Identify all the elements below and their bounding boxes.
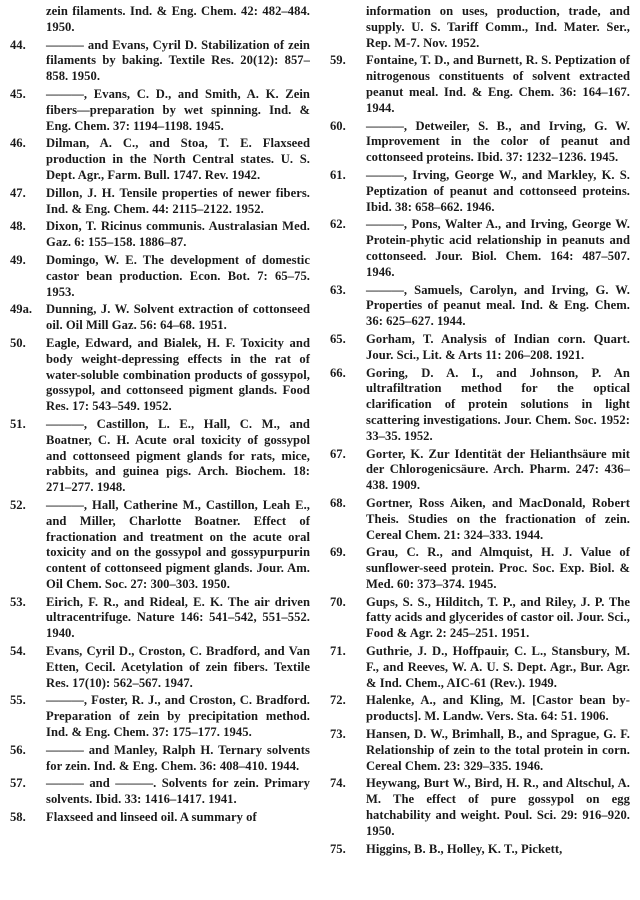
reference-number: 51. — [10, 416, 26, 431]
reference-text: Fontaine, T. D., and Burnett, R. S. Peptization of nitrogenous constituents of solvent extracted peanut meal. Ind. & Eng. Chem. 36: 164–167. 1944. — [366, 53, 630, 115]
reference-number: 74. — [330, 776, 346, 791]
reference-entry — [10, 743, 310, 775]
reference-number: 50. — [10, 335, 26, 350]
reference-text: ———, Irving, George W., and Markley, K. S. Peptization of peanut and cottonseed proteins. Ibid. 38: 658–662. 1946. — [366, 167, 630, 214]
right-column — [330, 4, 630, 900]
reference-entry — [330, 119, 630, 166]
reference-entry — [330, 727, 630, 774]
reference-text: Dillon, J. H. Tensile properties of newer fibers. Ind. & Eng. Chem. 44: 2115–2122. 1952. — [46, 185, 310, 216]
reference-number: 67. — [330, 446, 346, 461]
reference-entry — [10, 693, 310, 740]
reference-text: ———, Detweiler, S. B., and Irving, G. W. Improvement in the color of peanut and cottonseed proteins. Ibid. 37: 1232–1236. 1945. — [366, 118, 630, 165]
reference-text: ———, Evans, C. D., and Smith, A. K. Zein fibers—preparation by wet spinning. Ind. & Eng. Chem. 37: 1194–1198. 1945. — [46, 86, 310, 133]
reference-text: Dilman, A. C., and Stoa, T. E. Flaxseed production in the North Central states. U. S. Dept. Agr., Farm. Bull. 1747. Rev. 1942. — [46, 136, 310, 182]
reference-text: ———, Hall, Catherine M., Castillon, Leah E., and Miller, Charlotte Boatner. Effect of fractionation and treatment on the acute oral toxicity and on the gossypol and gossypurpurin content of cottonseed pigment glands. Jour. Am. Oil Chem. Soc. 27: 300–303. 1950. — [46, 497, 310, 591]
reference-number: 45. — [10, 86, 26, 101]
reference-entry — [330, 447, 630, 494]
reference-number — [330, 4, 366, 51]
reference-entry — [330, 545, 630, 592]
reference-number: 73. — [330, 727, 346, 742]
reference-text: ——— and ———. Solvents for zein. Primary solvents. Ibid. 33: 1416–1417. 1941. — [46, 776, 310, 807]
reference-entry — [10, 136, 310, 183]
reference-text: zein filaments. Ind. & Eng. Chem. 42: 482–484. 1950. — [46, 4, 310, 34]
reference-number: 60. — [330, 118, 346, 133]
reference-number: 46. — [10, 136, 26, 151]
reference-entry — [10, 417, 310, 496]
reference-text: Evans, Cyril D., Croston, C. Bradford, and Van Etten, Cecil. Acetylation of zein fibers. Textile Res. 17(10): 562–567. 1947. — [46, 644, 310, 690]
reference-text: ——— and Evans, Cyril D. Stabilization of zein filaments by baking. Textile Res. 20(12): 857–858. 1950. — [46, 37, 310, 84]
reference-number: 63. — [330, 282, 346, 297]
reference-entry — [10, 38, 310, 85]
reference-text: Gorter, K. Zur Identität der Helianthsäure mit der Chlorogenicsäure. Arch. Pharm. 247: 436–438. 1909. — [366, 446, 630, 493]
reference-text: information on uses, production, trade, and supply. U. S. Tariff Comm., Ind. Mater. Ser., Rep. M-7. Nov. 1952. — [366, 4, 630, 50]
reference-text: Flaxseed and linseed oil. A summary of — [46, 810, 257, 825]
reference-number — [10, 4, 46, 36]
reference-number: 61. — [330, 167, 346, 182]
reference-text: Grau, C. R., and Almquist, H. J. Value of sunflower-seed protein. Proc. Soc. Exp. Biol. & Med. 60: 373–374. 1945. — [366, 545, 630, 591]
reference-entry — [330, 332, 630, 364]
reference-text: Gorham, T. Analysis of Indian corn. Quart. Jour. Sci., Lit. & Arts 11: 206–208. 1921. — [366, 331, 630, 362]
reference-text: Eirich, F. R., and Rideal, E. K. The air driven ultracentrifuge. Nature 146: 541–542, 551–552. 1940. — [46, 594, 310, 641]
reference-entry — [10, 302, 310, 334]
reference-text: Gups, S. S., Hilditch, T. P., and Riley, J. P. The fatty acids and glycerides of castor oil. Jour. Sci., Food & Agr. 2: 245–251. 1951. — [366, 594, 630, 641]
reference-text: Dixon, T. Ricinus communis. Australasian Med. Gaz. 6: 155–158. 1886–87. — [46, 219, 310, 250]
reference-number: 49a. — [10, 302, 33, 317]
left-column — [10, 4, 310, 900]
reference-text: Higgins, B. B., Holley, K. T., Pickett, — [366, 841, 563, 856]
reference-number: 62. — [330, 217, 346, 232]
reference-entry — [10, 253, 310, 300]
reference-text: Dunning, J. W. Solvent extraction of cottonseed oil. Oil Mill Gaz. 56: 64–68. 1951. — [46, 302, 310, 333]
reference-number: 58. — [10, 810, 26, 825]
reference-number: 53. — [10, 594, 26, 609]
reference-text: ———, Foster, R. J., and Croston, C. Bradford. Preparation of zein by precipitation method. Ind. & Eng. Chem. 37: 175–177. 1945. — [46, 693, 310, 740]
reference-number: 75. — [330, 841, 346, 856]
reference-number: 70. — [330, 594, 346, 609]
reference-number: 48. — [10, 219, 26, 234]
reference-text: ———, Castillon, L. E., Hall, C. M., and Boatner, C. H. Acute oral toxicity of gossypol and cottonseed pigment glands for rats, mice, rabbits, and guinea pigs. Arch. Biochem. 18: 271–277. 1948. — [46, 416, 310, 495]
reference-text: Hansen, D. W., Brimhall, B., and Sprague, G. F. Relationship of zein to the total protein in corn. Cereal Chem. 23: 329–335. 1946. — [366, 727, 630, 773]
reference-number: 68. — [330, 495, 346, 510]
reference-number: 47. — [10, 185, 26, 200]
reference-entry — [10, 498, 310, 593]
reference-text: Gortner, Ross Aiken, and MacDonald, Robert Theis. Studies on the fractionation of zein. Cereal Chem. 21: 324–333. 1944. — [366, 495, 630, 542]
reference-entry — [330, 4, 630, 51]
reference-entry — [330, 496, 630, 543]
reference-entry — [330, 366, 630, 445]
reference-entry — [10, 219, 310, 251]
reference-number: 66. — [330, 365, 346, 380]
reference-entry — [330, 644, 630, 691]
reference-number: 65. — [330, 331, 346, 346]
reference-number: 59. — [330, 53, 346, 68]
reference-number: 56. — [10, 742, 26, 757]
reference-number: 69. — [330, 545, 346, 560]
reference-entry — [10, 595, 310, 642]
reference-text: Domingo, W. E. The development of domestic castor bean production. Econ. Bot. 7: 65–75. 1953. — [46, 252, 310, 299]
reference-text: Goring, D. A. I., and Johnson, P. An ultrafiltration method for the optical clarification of protein solutions in light scattering investigations. Jour. Chem. Soc. 1952: 33–35. 1952. — [366, 365, 630, 443]
reference-text: Heywang, Burt W., Bird, H. R., and Altschul, A. M. The effect of pure gossypol on egg hatchability and weight. Poul. Sci. 29: 916–920. 1950. — [366, 776, 630, 838]
reference-entry — [10, 644, 310, 691]
reference-entry — [330, 53, 630, 116]
reference-entry — [330, 283, 630, 330]
reference-number: 49. — [10, 252, 26, 267]
reference-text: Eagle, Edward, and Bialek, H. F. Toxicity and body weight-depressing effects in the rat of water-soluble combination products of gossypol, gossypol, and cottonseed pigment glands. Food Res. 17: 543–549. 1952. — [46, 335, 310, 414]
reference-number: 44. — [10, 37, 26, 52]
reference-entry — [330, 168, 630, 215]
reference-text: ———, Samuels, Carolyn, and Irving, G. W. Properties of peanut meal. Ind. & Eng. Chem. 36: 625–627. 1944. — [366, 282, 630, 329]
reference-number: 55. — [10, 693, 26, 708]
reference-entry — [330, 776, 630, 839]
reference-entry — [10, 4, 310, 36]
reference-number: 57. — [10, 776, 26, 791]
reference-entry — [10, 186, 310, 218]
reference-number: 72. — [330, 693, 346, 708]
reference-text: ———, Pons, Walter A., and Irving, George W. Protein-phytic acid relationship in peanuts and cottonseed. Jour. Biol. Chem. 164: 487–507. 1946. — [366, 217, 630, 279]
reference-text: Halenke, A., and Kling, M. [Castor bean by-products]. M. Landw. Vers. Sta. 64: 51. 1906. — [366, 693, 630, 724]
reference-entry — [330, 217, 630, 280]
reference-entry — [10, 336, 310, 415]
reference-number: 71. — [330, 644, 346, 659]
reference-entry — [330, 842, 630, 858]
reference-entry — [330, 693, 630, 725]
reference-entry — [330, 595, 630, 642]
reference-number: 52. — [10, 497, 26, 512]
reference-entry — [10, 776, 310, 808]
reference-entry — [10, 87, 310, 134]
reference-entry — [10, 810, 310, 826]
reference-number: 54. — [10, 644, 26, 659]
reference-text: Guthrie, J. D., Hoffpauir, C. L., Stansbury, M. F., and Reeves, W. A. U. S. Dept. Agr., Bur. Agr. & Ind. Chem., AIC-61 (Rev.). 1949. — [366, 644, 630, 690]
reference-text: ——— and Manley, Ralph H. Ternary solvents for zein. Ind. & Eng. Chem. 36: 408–410. 1944. — [46, 742, 310, 773]
